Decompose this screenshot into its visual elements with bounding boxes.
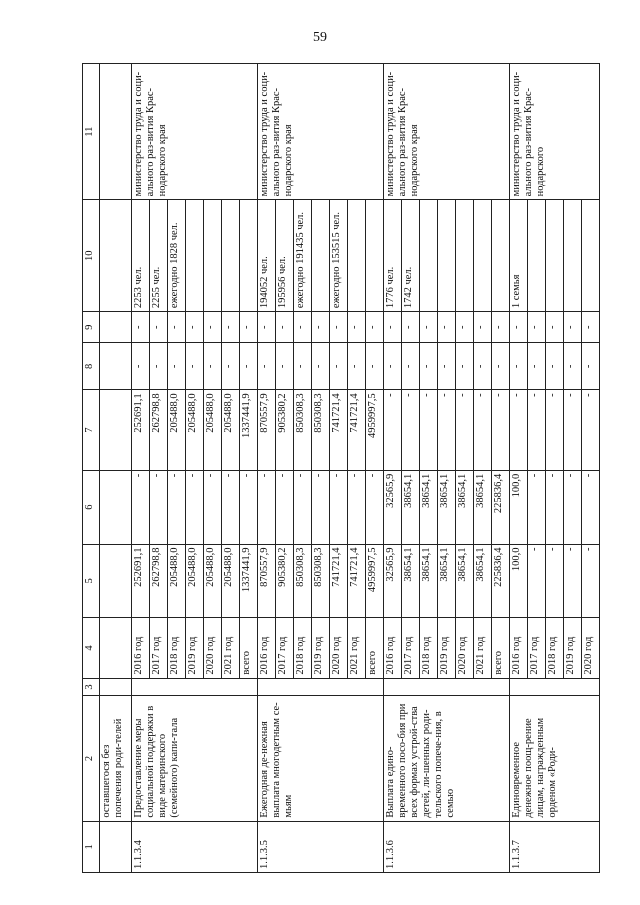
federal-amount-cell: - [276, 470, 294, 544]
other-amount-cell: - [528, 312, 546, 343]
federal-amount-cell: - [186, 470, 204, 544]
result-indicator-cell: 194052 чел. [258, 200, 276, 312]
total-amount-cell: - [546, 544, 564, 618]
local-amount-cell: - [510, 343, 528, 390]
other-amount-cell: - [384, 312, 402, 343]
result-indicator-cell [582, 200, 600, 312]
year-cell: 2016 год [384, 618, 402, 678]
local-amount-cell: - [132, 343, 150, 390]
local-amount-cell: - [276, 343, 294, 390]
result-indicator-cell [240, 200, 258, 312]
regional-amount-cell: 205488,0 [186, 390, 204, 470]
regional-amount-cell: 4959997,5 [366, 390, 384, 470]
empty-cell [100, 678, 132, 696]
other-amount-cell: - [438, 312, 456, 343]
year-cell: 2020 год [330, 618, 348, 678]
result-indicator-cell [456, 200, 474, 312]
local-amount-cell: - [150, 343, 168, 390]
total-amount-cell: 205488,0 [222, 544, 240, 618]
year-cell: 2018 год [420, 618, 438, 678]
other-amount-cell: - [222, 312, 240, 343]
executor-cell: министерство труда и соци-ального раз-вития Крас-нодарского края [132, 64, 258, 200]
result-indicator-cell: 2255 чел. [150, 200, 168, 312]
col3-cell [132, 678, 258, 696]
local-amount-cell: - [384, 343, 402, 390]
measure-id-cell: 1.1.3.4 [132, 821, 258, 872]
result-indicator-cell [474, 200, 492, 312]
total-amount-cell: 225836,4 [492, 544, 510, 618]
other-amount-cell: - [474, 312, 492, 343]
other-amount-cell: - [240, 312, 258, 343]
local-amount-cell: - [420, 343, 438, 390]
federal-amount-cell: - [348, 470, 366, 544]
total-amount-cell: 870557,9 [258, 544, 276, 618]
year-cell: 2020 год [204, 618, 222, 678]
other-amount-cell: - [294, 312, 312, 343]
federal-amount-cell: - [312, 470, 330, 544]
measure-id-cell: 1.1.3.5 [258, 821, 384, 872]
year-cell: 2021 год [222, 618, 240, 678]
total-amount-cell: - [564, 544, 582, 618]
federal-amount-cell: 38654,1 [402, 470, 420, 544]
empty-cell [100, 390, 132, 470]
empty-cell [100, 312, 132, 343]
year-cell: всего [240, 618, 258, 678]
regional-amount-cell: - [402, 390, 420, 470]
federal-amount-cell: - [168, 470, 186, 544]
header-row [83, 64, 100, 873]
regional-amount-cell: - [456, 390, 474, 470]
result-indicator-cell: 1776 чел. [384, 200, 402, 312]
regional-amount-cell: - [564, 390, 582, 470]
other-amount-cell: - [204, 312, 222, 343]
col3-cell [384, 678, 510, 696]
other-amount-cell: - [366, 312, 384, 343]
total-amount-cell: 741721,4 [348, 544, 366, 618]
result-indicator-cell [528, 200, 546, 312]
other-amount-cell: - [402, 312, 420, 343]
year-cell: 2017 год [150, 618, 168, 678]
year-cell: 2018 год [294, 618, 312, 678]
continuation-row [100, 64, 132, 873]
year-cell: 2019 год [564, 618, 582, 678]
executor-cell: министерство труда и соци-ального раз-вития Крас-нодарского края [258, 64, 384, 200]
other-amount-cell: - [312, 312, 330, 343]
federal-amount-cell: - [546, 470, 564, 544]
measure-id-cell: 1.1.3.6 [384, 821, 510, 872]
federal-amount-cell: 38654,1 [456, 470, 474, 544]
table-row [384, 64, 402, 873]
year-cell: 2017 год [528, 618, 546, 678]
regional-amount-cell: 850308,3 [294, 390, 312, 470]
measure-description-cell: Ежегодная де-нежная выплата многодетным се-мьям [258, 696, 384, 821]
year-cell: 2017 год [402, 618, 420, 678]
federal-amount-cell: - [330, 470, 348, 544]
year-cell: 2018 год [546, 618, 564, 678]
col-header-6: 6 [83, 470, 100, 544]
local-amount-cell: - [330, 343, 348, 390]
federal-amount-cell: - [564, 470, 582, 544]
result-indicator-cell [204, 200, 222, 312]
table-body [100, 64, 600, 873]
result-indicator-cell: 2253 чел. [132, 200, 150, 312]
federal-amount-cell: - [366, 470, 384, 544]
local-amount-cell: - [258, 343, 276, 390]
other-amount-cell: - [276, 312, 294, 343]
federal-amount-cell: - [132, 470, 150, 544]
regional-amount-cell: - [582, 390, 600, 470]
federal-amount-cell: - [582, 470, 600, 544]
other-amount-cell: - [348, 312, 366, 343]
col-header-8: 8 [83, 343, 100, 390]
local-amount-cell: - [312, 343, 330, 390]
regional-amount-cell: - [528, 390, 546, 470]
regional-amount-cell: 262798,8 [150, 390, 168, 470]
regional-amount-cell: - [384, 390, 402, 470]
table-row [510, 64, 528, 873]
federal-amount-cell: - [294, 470, 312, 544]
other-amount-cell: - [492, 312, 510, 343]
federal-amount-cell: - [204, 470, 222, 544]
other-amount-cell: - [186, 312, 204, 343]
other-amount-cell: - [132, 312, 150, 343]
col-header-5: 5 [83, 544, 100, 618]
result-indicator-cell: 195956 чел. [276, 200, 294, 312]
other-amount-cell: - [330, 312, 348, 343]
col-header-1: 1 [83, 821, 100, 872]
local-amount-cell: - [456, 343, 474, 390]
regional-amount-cell: 741721,4 [330, 390, 348, 470]
result-indicator-cell: 1742 чел. [402, 200, 420, 312]
col-header-10: 10 [83, 200, 100, 312]
year-cell: 2019 год [438, 618, 456, 678]
measure-description-cell: Выплата едино-временного посо-бия при всех формах устрой-ства детей, ли-шенных роди-тельского попече-ния, в семью [384, 696, 510, 821]
result-indicator-cell [564, 200, 582, 312]
col3-cell [258, 678, 384, 696]
local-amount-cell: - [348, 343, 366, 390]
col-header-2: 2 [83, 696, 100, 821]
federal-amount-cell: 32565,9 [384, 470, 402, 544]
empty-cell [100, 618, 132, 678]
total-amount-cell: 38654,1 [402, 544, 420, 618]
year-cell: всего [492, 618, 510, 678]
federal-amount-cell: 38654,1 [438, 470, 456, 544]
regional-amount-cell: - [438, 390, 456, 470]
other-amount-cell: - [258, 312, 276, 343]
total-amount-cell: 850308,3 [294, 544, 312, 618]
year-cell: 2016 год [258, 618, 276, 678]
result-indicator-cell [438, 200, 456, 312]
result-indicator-cell [186, 200, 204, 312]
local-amount-cell: - [474, 343, 492, 390]
local-amount-cell: - [168, 343, 186, 390]
empty-cell [100, 343, 132, 390]
local-amount-cell: - [186, 343, 204, 390]
regional-amount-cell: 1337441,9 [240, 390, 258, 470]
measure-id-cell: 1.1.3.7 [510, 821, 600, 872]
regional-amount-cell: 205488,0 [222, 390, 240, 470]
regional-amount-cell: - [546, 390, 564, 470]
total-amount-cell: 38654,1 [456, 544, 474, 618]
regional-amount-cell: 205488,0 [168, 390, 186, 470]
regional-amount-cell: - [474, 390, 492, 470]
empty-cell [100, 64, 132, 200]
regional-amount-cell: - [492, 390, 510, 470]
total-amount-cell: 741721,4 [330, 544, 348, 618]
other-amount-cell: - [420, 312, 438, 343]
total-amount-cell: 262798,8 [150, 544, 168, 618]
col-header-7: 7 [83, 390, 100, 470]
local-amount-cell: - [564, 343, 582, 390]
total-amount-cell: 1337441,9 [240, 544, 258, 618]
executor-cell: министерство труда и соци-ального раз-вития Крас-нодарского края [384, 64, 510, 200]
local-amount-cell: - [546, 343, 564, 390]
year-cell: 2021 год [474, 618, 492, 678]
rotated-table-container [82, 63, 594, 873]
federal-amount-cell: - [222, 470, 240, 544]
result-indicator-cell: ежегодно 191435 чел. [294, 200, 312, 312]
empty-cell [100, 200, 132, 312]
year-cell: 2018 год [168, 618, 186, 678]
other-amount-cell: - [510, 312, 528, 343]
result-indicator-cell [546, 200, 564, 312]
local-amount-cell: - [204, 343, 222, 390]
total-amount-cell: 205488,0 [204, 544, 222, 618]
local-amount-cell: - [240, 343, 258, 390]
total-amount-cell: 4959997,5 [366, 544, 384, 618]
regional-amount-cell: 741721,4 [348, 390, 366, 470]
continuation-id-cell [100, 821, 132, 872]
rotated-table-frame [82, 63, 594, 873]
result-indicator-cell [348, 200, 366, 312]
year-cell: 2020 год [582, 618, 600, 678]
result-indicator-cell [312, 200, 330, 312]
federal-amount-cell: 38654,1 [474, 470, 492, 544]
local-amount-cell: - [492, 343, 510, 390]
year-cell: всего [366, 618, 384, 678]
total-amount-cell: 252691,1 [132, 544, 150, 618]
empty-cell [100, 544, 132, 618]
federal-amount-cell: 38654,1 [420, 470, 438, 544]
year-cell: 2019 год [186, 618, 204, 678]
year-cell: 2019 год [312, 618, 330, 678]
result-indicator-cell: 1 семья [510, 200, 528, 312]
year-cell: 2020 год [456, 618, 474, 678]
table-row [132, 64, 150, 873]
total-amount-cell: 38654,1 [474, 544, 492, 618]
federal-amount-cell: - [258, 470, 276, 544]
total-amount-cell: 205488,0 [168, 544, 186, 618]
regional-amount-cell: - [420, 390, 438, 470]
total-amount-cell: 905380,2 [276, 544, 294, 618]
total-amount-cell: - [582, 544, 600, 618]
col-header-4: 4 [83, 618, 100, 678]
total-amount-cell: 38654,1 [438, 544, 456, 618]
total-amount-cell: 32565,9 [384, 544, 402, 618]
page-number: 59 [313, 30, 327, 45]
continuation-desc-cell: оставшегося без попечения роди-телей [100, 696, 132, 821]
regional-amount-cell: 205488,0 [204, 390, 222, 470]
federal-amount-cell: 100,0 [510, 470, 528, 544]
other-amount-cell: - [582, 312, 600, 343]
other-amount-cell: - [456, 312, 474, 343]
local-amount-cell: - [366, 343, 384, 390]
table-row [258, 64, 276, 873]
local-amount-cell: - [528, 343, 546, 390]
result-indicator-cell [366, 200, 384, 312]
year-cell: 2017 год [276, 618, 294, 678]
regional-amount-cell: 905380,2 [276, 390, 294, 470]
local-amount-cell: - [222, 343, 240, 390]
federal-amount-cell: - [150, 470, 168, 544]
total-amount-cell: 850308,3 [312, 544, 330, 618]
result-indicator-cell: ежегодно 1828 чел. [168, 200, 186, 312]
federal-amount-cell: 225836,4 [492, 470, 510, 544]
result-indicator-cell [492, 200, 510, 312]
year-cell: 2016 год [510, 618, 528, 678]
program-measures-table [82, 63, 600, 873]
other-amount-cell: - [168, 312, 186, 343]
total-amount-cell: - [528, 544, 546, 618]
local-amount-cell: - [294, 343, 312, 390]
result-indicator-cell [222, 200, 240, 312]
regional-amount-cell: 252691,1 [132, 390, 150, 470]
local-amount-cell: - [438, 343, 456, 390]
federal-amount-cell: - [240, 470, 258, 544]
other-amount-cell: - [150, 312, 168, 343]
other-amount-cell: - [564, 312, 582, 343]
year-cell: 2016 год [132, 618, 150, 678]
empty-cell [100, 470, 132, 544]
measure-description-cell: Предоставление меры социальной поддержки в виде материнского (семейного) капи-тала [132, 696, 258, 821]
other-amount-cell: - [546, 312, 564, 343]
executor-cell: министерство труда и соци-ального раз-вития Крас-нодарского [510, 64, 600, 200]
total-amount-cell: 205488,0 [186, 544, 204, 618]
result-indicator-cell [420, 200, 438, 312]
col-header-9: 9 [83, 312, 100, 343]
federal-amount-cell: - [528, 470, 546, 544]
regional-amount-cell: - [510, 390, 528, 470]
total-amount-cell: 100,0 [510, 544, 528, 618]
local-amount-cell: - [402, 343, 420, 390]
col3-cell [510, 678, 600, 696]
total-amount-cell: 38654,1 [420, 544, 438, 618]
col-header-11: 11 [83, 64, 100, 200]
local-amount-cell: - [582, 343, 600, 390]
measure-description-cell: Единовременное денежное поощ-рение лицам, награжденным орденом «Роди- [510, 696, 600, 821]
year-cell: 2021 год [348, 618, 366, 678]
col-header-3: 3 [83, 678, 100, 696]
regional-amount-cell: 850308,3 [312, 390, 330, 470]
result-indicator-cell: ежегодно 153515 чел. [330, 200, 348, 312]
regional-amount-cell: 870557,9 [258, 390, 276, 470]
